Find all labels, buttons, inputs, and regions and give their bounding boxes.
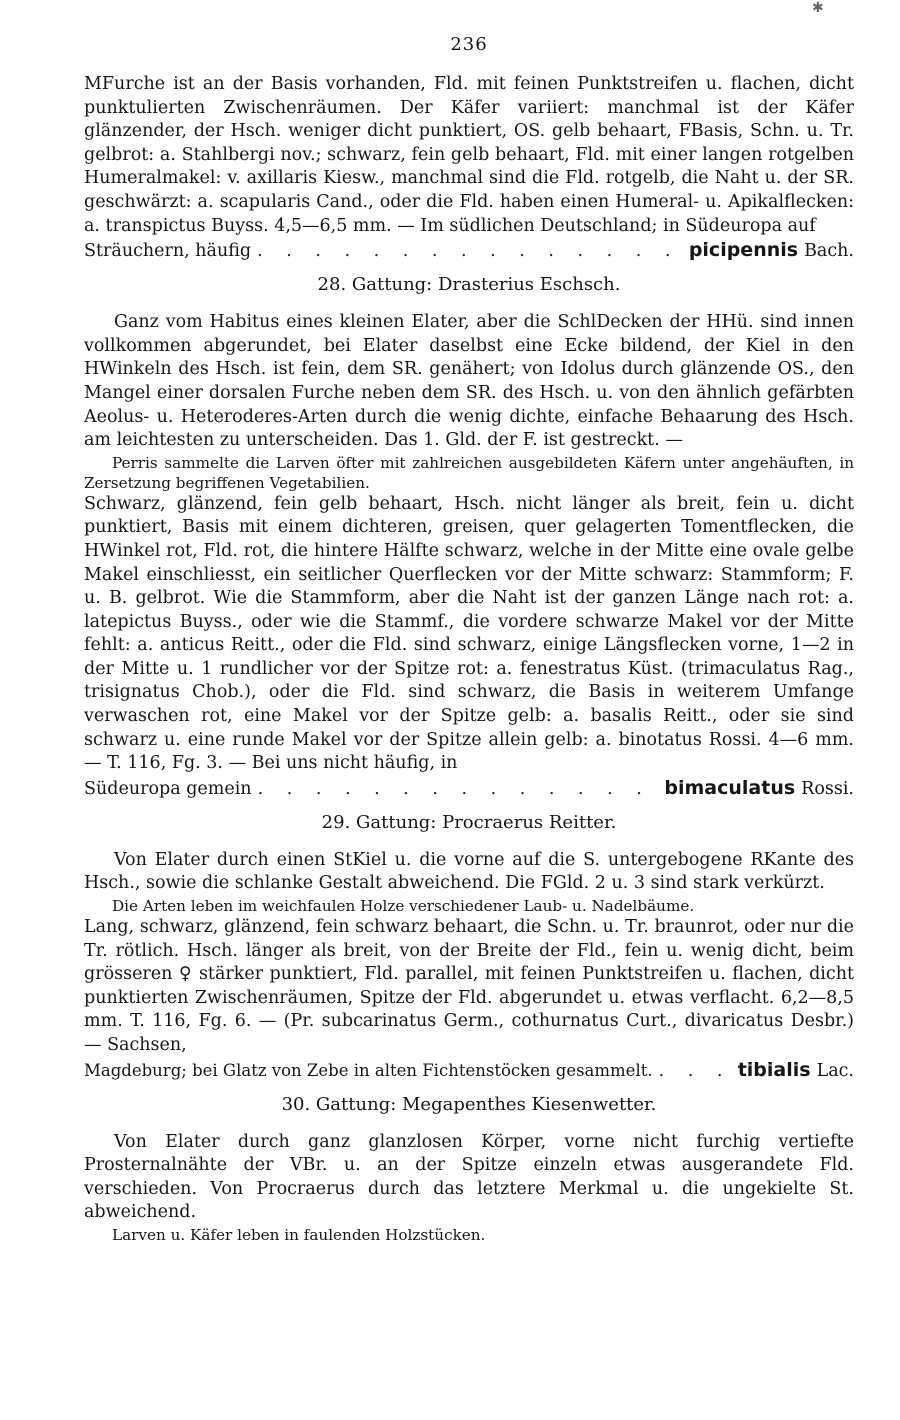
species-description-bimaculatus: Schwarz, glänzend, fein gelb behaart, Hsch. nicht länger als breit, fein u. dicht punktiert, Basis mit einem dichteren, greisen, quer gelagerten Tomentflecken, die HWinkel rot, Fld. rot, die hintere Hälfte schwarz, welche in der Mitte eine ovale gelbe Makel einschliesst, ein seitlicher Querflecken vor der Mitte schwarz: Stammform; F. u. B. gelbrot. Wie die Stammform, aber die Naht ist der ganzen Länge nach rot: a. latepictus Buyss., oder wie die Stammf., die vordere schwarze Makel vor der Mitte fehlt: a. anticus Reitt., oder die Fld. sind schwarz, einige Längsflecken vorne, 1—2 in der Mitte u. 1 rundlicher vor der Spitze rot: a. fenestratus Küst. (trimaculatus Rag., trisignatus Chob.), oder die Fld. sind schwarz, die Basis in weiterem Umfange verwaschen rot, eine Makel vor der Spitze gelb: a. basalis Reitt., oder sie sind schwarz u. eine runde Makel vor der Spitze allein gelb: a. binotatus Rossi. 4—6 mm. — T. 116, Fg. 3. — Bei uns nicht häufig, in bbox=[84, 493, 854, 774]
genus-description-28: Ganz vom Habitus eines kleinen Elater, aber die SchlDecken der HHü. sind innen vollkommen abgerundet, bei Elater daselbst eine Ecke bildend, der Kiel in den HWinkeln des Hsch. ist fein, dem SR. genähert; von Idolus durch glänzende OS., den Mangel einer dorsalen Furche neben dem SR. des Hsch. u. von den ähnlich gefärbten Aeolus- u. Heteroderes-Arten durch die wenig dichte, einfache Behaarung des Hsch. am leichtesten zu unterscheiden. Das 1. Gld. der F. ist gestreckt. — bbox=[84, 312, 854, 451]
genus-note-28: Perris sammelte die Larven öfter mit zahlreichen ausgebildeten Käfern unter angehäuften, in Zersetzung begriffenen Vegetabilien. bbox=[84, 453, 854, 492]
genus-description-29: Von Elater durch einen StKiel u. die vorne auf die S. untergebogene RKante des Hsch., sowie die schlanke Gestalt abweichend. Die FGld. 2 u. 3 sind stark verkürzt. bbox=[84, 849, 854, 894]
genus-description-30: Von Elater durch ganz glanzlosen Körper, vorne nicht furchig vertiefte Prosternalnähte der VBr. u. an der Spitze einzeln etwas ausgerandete Fld. verschieden. Von Procraerus durch das letztere Merkmal u. die ungekielte St. abweichend. bbox=[84, 1131, 854, 1223]
species-description-tibialis: Lang, schwarz, glänzend, fein schwarz behaart, die Schn. u. Tr. braunrot, oder nur die Tr. rötlich. Hsch. länger als breit, von der Breite der Fld., fein u. wenig dicht, beim grösseren ♀ stärker punktiert, Fld. parallel, mit feinen Punktstreifen u. flachen, dicht punktierten Zwischenräumen, Spitze der Fld. abgerundet u. etwas verflacht. 6,2—8,5 mm. T. 116, Fg. 6. — (Pr. subcarinatus Germ., cothurnatus Curt., divaricatus Desbr.) — Sachsen, bbox=[84, 917, 854, 1055]
species-locality: Sträuchern, häufig bbox=[84, 241, 252, 262]
page-number: 236 bbox=[450, 34, 488, 55]
species-name: bimaculatus bbox=[664, 776, 796, 799]
continued-description: MFurche ist an der Basis vorhanden, Fld. mit feinen Punktstreifen u. flachen, dicht punktulierten Zwischenräumen. Der Käfer variiert: manchmal ist der Käfer glänzender, der Hsch. weniger dicht punktiert, OS. gelb behaart, FBasis, Schn. u. Tr. gelbrot: a. Stahlbergi nov.; schwarz, fein gelb behaart, Fld. mit einer langen rotgelben Humeralmakel: v. axillaris Kiesw., manchmal sind die Fld. rotgelb, die Naht u. der SR. geschwärzt: a. scapularis Cand., oder die Fld. haben einen Humeral- u. Apikalflecken: a. transpictus Buyss. 4,5—6,5 mm. — Im südlichen Deutschland; in Südeuropa auf bbox=[84, 74, 854, 236]
leader-dots bbox=[252, 777, 665, 801]
species-author: Rossi. bbox=[801, 778, 854, 799]
species-author: Bach. bbox=[804, 241, 854, 262]
species-name: picipennis bbox=[688, 239, 799, 262]
leader-dots bbox=[251, 239, 689, 263]
genus-heading-29: 29. Gattung: Procraerus Reitter. bbox=[321, 811, 617, 833]
genus-note-30: Larven u. Käfer leben in faulenden Holzstücken. bbox=[112, 1225, 486, 1244]
ink-speck: ✱ bbox=[812, 0, 824, 16]
genus-note-29: Die Arten leben im weichfaulen Holze verschiedener Laub- u. Nadelbäume. bbox=[112, 897, 695, 916]
genus-heading-30: 30. Gattung: Megapenthes Kiesenwetter. bbox=[281, 1093, 657, 1115]
genus-heading-28: 28. Gattung: Drasterius Eschsch. bbox=[317, 274, 621, 296]
species-locality: Südeuropa gemein bbox=[84, 778, 252, 799]
species-author: Lac. bbox=[816, 1060, 854, 1081]
species-locality: Magdeburg; bei Glatz von Zebe in alten Fichtenstöcken gesammelt. bbox=[84, 1060, 653, 1080]
leader-dots bbox=[653, 1059, 738, 1083]
species-line-tibialis bbox=[84, 1058, 854, 1083]
species-name: tibialis bbox=[737, 1058, 811, 1081]
species-line-bimaculatus bbox=[84, 776, 854, 801]
species-line-picipennis bbox=[84, 238, 854, 263]
